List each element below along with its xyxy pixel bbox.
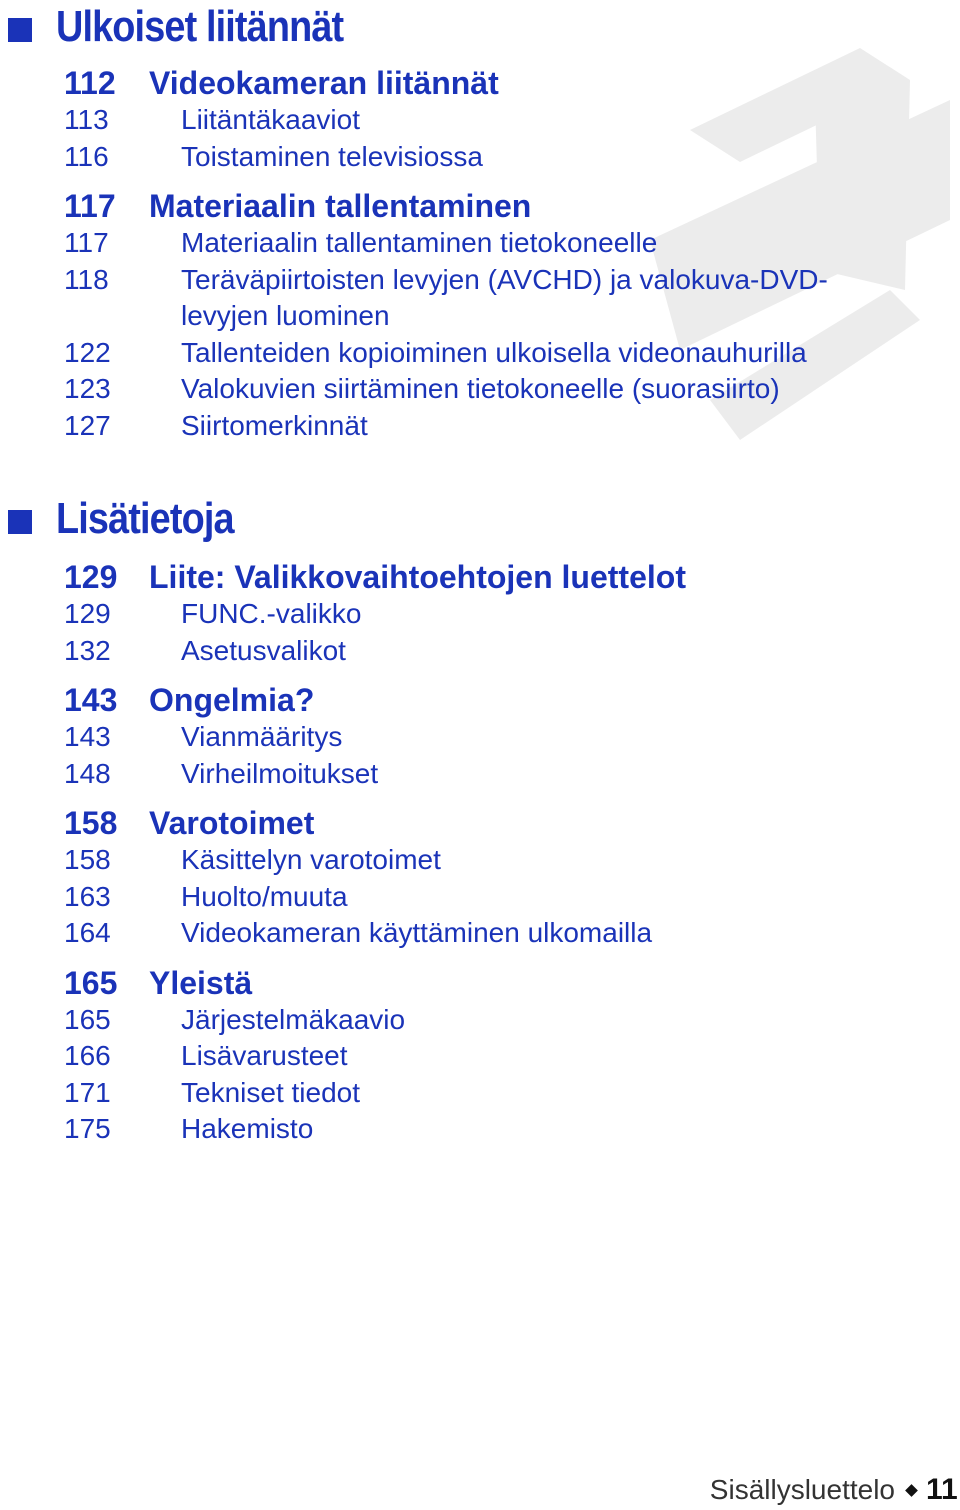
section-square-icon <box>8 510 32 534</box>
section-title: Lisätietoja <box>56 494 234 543</box>
toc-group-heading[interactable] <box>64 558 960 596</box>
item-page-number: 148 <box>64 757 111 789</box>
toc-item[interactable] <box>64 139 960 176</box>
toc-group <box>64 64 960 175</box>
toc-item[interactable] <box>64 1075 960 1112</box>
diamond-icon <box>905 1484 918 1497</box>
toc-item[interactable] <box>64 879 960 916</box>
item-text: Lisävarusteet <box>181 1040 348 1071</box>
toc-group-heading[interactable] <box>64 964 960 1002</box>
group-page-number: 112 <box>64 65 116 101</box>
item-text: Hakemisto <box>181 1113 314 1144</box>
toc-item[interactable] <box>64 335 960 372</box>
toc-item[interactable] <box>64 225 960 262</box>
toc-group-heading[interactable] <box>64 187 960 225</box>
footer-label: Sisällysluettelo <box>709 1474 895 1505</box>
group-title: Liite: Valikkovaihtoehtojen luettelot <box>149 559 686 595</box>
group-page-number: 143 <box>64 682 118 718</box>
item-text: Teräväpiirtoisten levyjen (AVCHD) ja valokuva-DVD-levyjen luominen <box>181 263 828 331</box>
toc-item[interactable] <box>64 633 960 670</box>
page-number: 11 <box>926 1473 958 1506</box>
toc-group-heading[interactable] <box>64 804 960 842</box>
item-page-number: 166 <box>64 1040 111 1071</box>
section-ulkoiset-liitannat <box>0 0 960 444</box>
item-text: Materiaalin tallentaminen tietokoneelle <box>181 227 658 258</box>
toc-item[interactable] <box>64 371 960 408</box>
group-title: Videokameran liitännät <box>149 65 499 101</box>
item-text: Tekniset tiedot <box>181 1076 360 1108</box>
section-title-row <box>0 492 960 548</box>
item-page-number: 118 <box>64 263 109 295</box>
toc-item[interactable] <box>64 1038 960 1075</box>
toc-item[interactable] <box>64 262 960 335</box>
toc-group <box>64 187 960 444</box>
section-title: Ulkoiset liitännät <box>56 2 344 51</box>
toc-group <box>64 558 960 669</box>
group-page-number: 117 <box>64 188 116 224</box>
item-text: Asetusvalikot <box>181 634 346 666</box>
toc-item[interactable] <box>64 1111 960 1148</box>
item-text: Toistaminen televisiossa <box>181 140 483 172</box>
section-title-row <box>0 0 960 56</box>
item-page-number: 117 <box>64 227 109 258</box>
toc-item[interactable] <box>64 1002 960 1039</box>
page-footer <box>710 1470 960 1510</box>
item-text: Huolto/muuta <box>181 880 348 912</box>
group-title: Materiaalin tallentaminen <box>149 188 532 224</box>
group-title: Yleistä <box>149 964 253 1001</box>
toc-item[interactable] <box>64 842 960 879</box>
toc-item[interactable] <box>64 408 960 445</box>
toc-group-heading[interactable] <box>64 64 960 102</box>
toc-item[interactable] <box>64 596 960 633</box>
item-page-number: 158 <box>64 844 111 875</box>
item-text: Vianmääritys <box>181 721 343 752</box>
section-square-icon <box>8 18 32 42</box>
toc-group-heading[interactable] <box>64 681 960 719</box>
item-text: Valokuvien siirtäminen tietokoneelle (suorasiirto) <box>181 373 780 404</box>
item-page-number: 165 <box>64 1003 111 1035</box>
item-page-number: 164 <box>64 917 111 948</box>
toc-group <box>64 964 960 1148</box>
toc-group <box>64 681 960 792</box>
group-title: Ongelmia? <box>149 682 315 718</box>
toc-item[interactable] <box>64 756 960 793</box>
toc-item[interactable] <box>64 102 960 139</box>
item-text: Videokameran käyttäminen ulkomailla <box>181 917 653 948</box>
item-text: Käsittelyn varotoimet <box>181 844 441 875</box>
section-lisatietoja <box>0 492 960 1148</box>
item-page-number: 116 <box>64 140 109 172</box>
item-page-number: 129 <box>64 598 111 629</box>
group-title: Varotoimet <box>149 805 315 841</box>
item-page-number: 175 <box>64 1113 111 1144</box>
item-page-number: 163 <box>64 880 111 912</box>
group-page-number: 129 <box>64 559 118 595</box>
item-page-number: 143 <box>64 721 111 752</box>
toc-item[interactable] <box>64 719 960 756</box>
group-page-number: 158 <box>64 805 118 841</box>
item-page-number: 122 <box>64 336 111 368</box>
group-page-number: 165 <box>64 964 118 1001</box>
item-text: Liitäntäkaaviot <box>181 104 361 135</box>
item-page-number: 127 <box>64 409 111 441</box>
item-text: Siirtomerkinnät <box>181 409 368 441</box>
item-text: Virheilmoitukset <box>181 757 379 789</box>
item-page-number: 113 <box>64 104 109 135</box>
toc-item[interactable] <box>64 915 960 952</box>
item-text: Järjestelmäkaavio <box>181 1003 406 1035</box>
item-text: FUNC.-valikko <box>181 598 362 629</box>
item-page-number: 123 <box>64 373 111 404</box>
toc-group <box>64 804 960 952</box>
item-page-number: 171 <box>64 1076 111 1108</box>
item-text: Tallenteiden kopioiminen ulkoisella videonauhurilla <box>181 336 807 368</box>
item-page-number: 132 <box>64 634 111 666</box>
